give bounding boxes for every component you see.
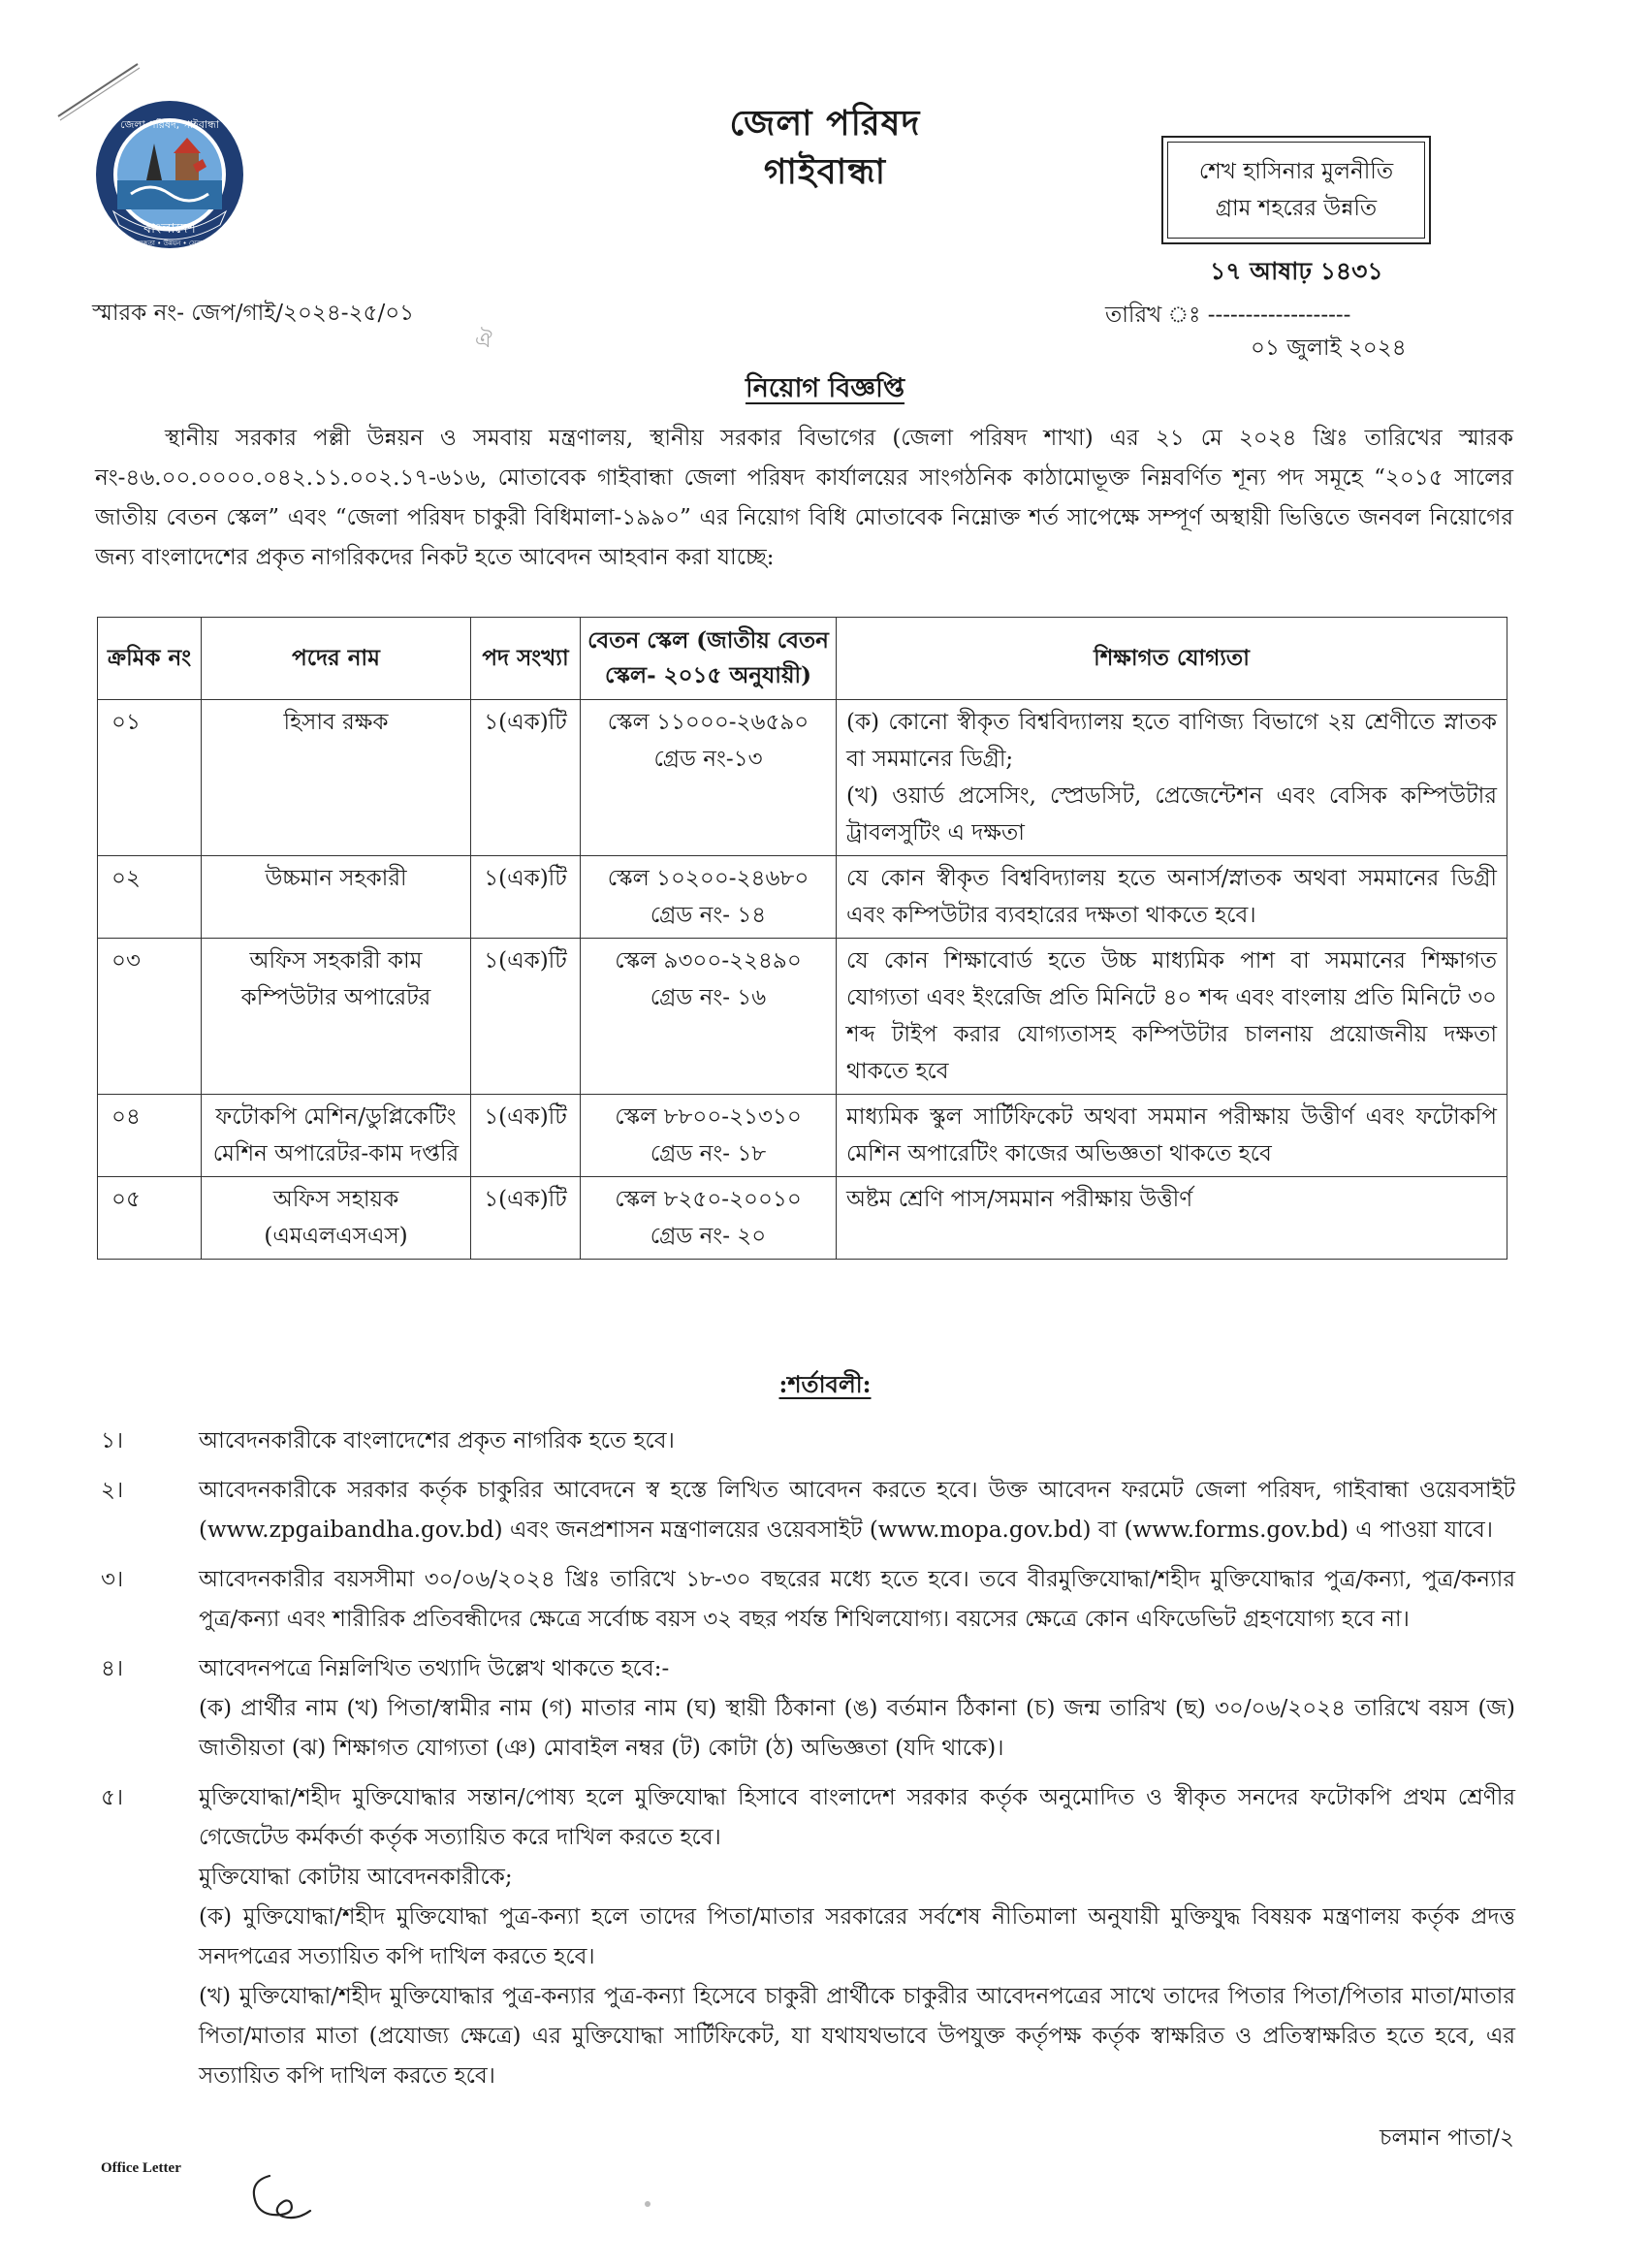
slogan-line-1: শেখ হাসিনার মুলনীতি	[1198, 159, 1394, 184]
terms-title-text: :শর্তাবলী:	[778, 1370, 872, 1398]
term-text: আবেদনকারীকে সরকার কর্তৃক চাকুরির আবেদনে স্ব হস্তে লিখিত আবেদন করতে হবে। উক্ত আবেদন ফরমেট জেলা পরিষদ, গাইবান্ধা ওয়েবসাইট (www.zpgaibandha.gov.bd) এবং জনপ্রশাসন মন্ত্রণালয়ের ওয়েবসাইট (www.mopa.gov.bd) বা (www.forms.gov.bd) এ পাওয়া যাবে।	[199, 1478, 1515, 1543]
term-text: আবেদনপত্রে নিম্নলিখিত তথ্যাদি উল্লেখ থাকতে হবে:-	[199, 1656, 670, 1681]
notice-title-text: নিয়োগ বিজ্ঞপ্তি	[745, 373, 905, 403]
organization-name: জেলা পরিষদ	[729, 103, 921, 144]
cell-serial: ০৫	[98, 1177, 202, 1260]
cell-qualification: অষ্টম শ্রেণি পাস/সমমান পরীক্ষায় উত্তীর্ণ	[837, 1177, 1507, 1260]
header-qualification: শিক্ষাগত যোগ্যতা	[837, 618, 1507, 700]
term-subtext: মুক্তিযোদ্ধা কোটায় আবেদনকারীকে;	[199, 1865, 513, 1890]
slogan-line-2: গ্রাম শহরের উন্নতি	[1215, 196, 1378, 221]
cell-pay-scale	[581, 700, 837, 856]
table-row	[98, 939, 1507, 1095]
cell-scale-range: স্কেল ৯৩০০-২২৪৯০	[615, 948, 802, 974]
qualification-text: (ক) কোনো স্বীকৃত বিশ্ববিদ্যালয় হতে বাণিজ্য বিভাগে ২য় শ্রেণীতে স্নাতক বা সমমানের ডিগ্রী;	[846, 710, 1497, 772]
organization-place: গাইবান্ধা	[763, 151, 887, 192]
notice-intro: স্থানীয় সরকার পল্লী উন্নয়ন ও সমবায় মন্ত্রণালয়, স্থানীয় সরকার বিভাগের (জেলা পরিষদ শাখা) এর ২১ মে ২০২৪ খ্রিঃ তারিখের স্মারক নং-৪৬.০০.০০০০.০৪২.১১.০০২.১৭-৬১৬, মোতাবেক গাইবান্ধা জেলা পরিষদ কার্যালয়ের সাংগঠনিক কাঠামোভূক্ত নিম্নবর্ণিত শূন্য পদ সমূহে “২০১৫ সালের জাতীয় বেতন স্কেল” এবং “জেলা পরিষদ চাকুরী বিধিমালা-১৯৯০” এর নিয়োগ বিধি মোতাবেক নিম্নোক্ত শর্ত সাপেক্ষে সম্পূর্ণ অস্থায়ী ভিত্তিতে জনবল নিয়োগের জন্য বাংলাদেশের প্রকৃত নাগরিকদের নিকট হতে আবেদন আহবান করা যাচ্ছে:	[95, 426, 1513, 570]
date-gregorian: ০১ জুলাই ২০২৪	[1251, 335, 1407, 361]
table-row	[98, 700, 1507, 856]
header-post-count: পদ সংখ্যা	[471, 618, 581, 700]
table-row	[98, 1177, 1507, 1260]
cell-grade: গ্রেড নং-১৩	[653, 747, 763, 772]
qualification-extra-text: (খ) ওয়ার্ড প্রসেসিং, স্প্রেডসিট, প্রেজেন্টেশন এবং বেসিক কম্পিউটার ট্রাবলসুটিং এ দক্ষতা	[846, 783, 1497, 846]
date-bangla: ১৭ আষাঢ় ১৪৩১	[1210, 257, 1383, 285]
terms-list	[95, 1421, 1515, 2096]
term-text: মুক্তিযোদ্ধা/শহীদ মুক্তিযোদ্ধার সন্তান/পোষ্য হলে মুক্তিযোদ্ধা হিসাবে বাংলাদেশ সরকার কর্তৃক অনুমোদিত ও স্বীকৃত সনদের ফটোকপি প্রথম শ্রেণীর গেজেটেড কর্মকর্তা কর্তৃক সত্যায়িত করে দাখিল করতে হবে।	[199, 1785, 1515, 1850]
term-item	[95, 1649, 1515, 1769]
cell-post-name: হিসাব রক্ষক	[202, 700, 471, 856]
logo-ring-text-bottom: বাংলাদেশ	[143, 221, 196, 237]
cell-grade: গ্রেড নং- ১৬	[650, 985, 767, 1010]
cell-post-count: ১(এক)টি	[471, 1177, 581, 1260]
table-header-row	[98, 618, 1507, 700]
term-subtext: (খ) মুক্তিযোদ্ধা/শহীদ মুক্তিযোদ্ধার পুত্র-কন্যার পুত্র-কন্যা হিসেবে চাকুরী প্রার্থীকে চাকুরীর আবেদনপত্রের সাথে তাদের পিতার পিতা/পিতার মাতা/মাতার পিতা/মাতার মাতা (প্রযোজ্য ক্ষেত্রে) এর মুক্তিযোদ্ধা সার্টিফিকেট, যা যথাযথভাবে উপযুক্ত কর্তৃপক্ষ কর্তৃক স্বাক্ষরিত ও প্রতিস্বাক্ষরিত হতে হবে, এর সত্যায়িত কপি দাখিল করতে হবে।	[199, 1984, 1515, 2089]
cell-serial: ০৩	[98, 939, 202, 1095]
notice-title	[0, 368, 1650, 412]
cell-serial: ০২	[98, 856, 202, 939]
term-number: ৩।	[101, 1567, 124, 1592]
cell-scale-range: স্কেল ১১০০০-২৬৫৯০	[607, 710, 809, 735]
cell-qualification	[837, 700, 1507, 856]
term-item	[95, 1560, 1515, 1640]
cell-qualification: যে কোন স্বীকৃত বিশ্ববিদ্যালয় হতে অনার্স/স্নাতক অথবা সমমানের ডিগ্রী এবং কম্পিউটার ব্যবহারের দক্ষতা থাকতে হবে।	[837, 856, 1507, 939]
table-row	[98, 1095, 1507, 1177]
cell-pay-scale	[581, 1177, 837, 1260]
term-item	[95, 1471, 1515, 1550]
cell-pay-scale	[581, 856, 837, 939]
term-number: ৫।	[101, 1785, 124, 1810]
term-text-block	[199, 1778, 1515, 2096]
cell-grade: গ্রেড নং- ২০	[650, 1224, 767, 1249]
term-text-block	[199, 1649, 1515, 1769]
signature-icon	[242, 2158, 349, 2236]
cell-grade: গ্রেড নং- ১৪	[650, 903, 767, 928]
cell-post-count: ১(এক)টি	[471, 700, 581, 856]
term-text: আবেদনকারীর বয়সসীমা ৩০/০৬/২০২৪ খ্রিঃ তারিখে ১৮-৩০ বছরের মধ্যে হতে হবে। তবে বীরমুক্তিযোদ্ধা/শহীদ মুক্তিযোদ্ধার পুত্র/কন্যা, পুত্র/কন্যার পুত্র/কন্যা এবং শারীরিক প্রতিবন্ধীদের ক্ষেত্রে সর্বোচ্চ বয়স ৩২ বছর পর্যন্ত শিথিলযোগ্য। বয়সের ক্ষেত্রে কোন এফিডেভিট গ্রহণযোগ্য হবে না।	[199, 1567, 1515, 1632]
term-subtext: (ক) প্রার্থীর নাম (খ) পিতা/স্বামীর নাম (গ) মাতার নাম (ঘ) স্থায়ী ঠিকানা (ঙ) বর্তমান ঠিকানা (চ) জন্ম তারিখ (ছ) ৩০/০৬/২০২৪ তারিখে বয়স (জ) জাতীয়তা (ঝ) শিক্ষাগত যোগ্যতা (ঞ) মোবাইল নম্বর (ট) কোটা (ঠ) অভিজ্ঞতা (যদি থাকে)।	[199, 1696, 1515, 1761]
date-label: তারিখ ঃ -------------------	[1105, 303, 1351, 328]
slogan-inner-frame	[1167, 142, 1425, 239]
term-number: ১।	[101, 1428, 124, 1453]
logo-ring-text-top: জেলা পরিষদ, গাইবান্ধা	[119, 118, 220, 131]
term-number: ২।	[101, 1478, 124, 1503]
term-item	[95, 1421, 1515, 1461]
cell-post-count: ১(এক)টি	[471, 1095, 581, 1177]
slogan-box	[1161, 136, 1431, 244]
term-number: ৪।	[101, 1656, 124, 1681]
cell-post-name: উচ্চমান সহকারী	[202, 856, 471, 939]
header-pay-scale: বেতন স্কেল (জাতীয় বেতন স্কেল- ২০১৫ অনুযায়ী)	[581, 618, 837, 700]
header-serial: ক্রমিক নং	[98, 618, 202, 700]
term-item	[95, 1778, 1515, 2096]
cell-post-name: অফিস সহায়ক (এমএলএসএস)	[202, 1177, 471, 1260]
cell-post-name: অফিস সহকারী কাম কম্পিউটার অপারেটর	[202, 939, 471, 1095]
cell-scale-range: স্কেল ৮৮০০-২১৩১০	[615, 1104, 802, 1130]
header-post-name: পদের নাম	[202, 618, 471, 700]
posts-table	[97, 617, 1507, 1260]
cell-scale-range: স্কেল ১০২০০-২৪৬৮০	[607, 866, 809, 891]
cell-grade: গ্রেড নং- ১৮	[650, 1141, 767, 1166]
cell-scale-range: স্কেল ৮২৫০-২০০১০	[615, 1187, 802, 1212]
terms-title	[0, 1367, 1650, 1406]
table-row	[98, 856, 1507, 939]
continued-page-note: চলমান পাতা/২	[1380, 2125, 1514, 2151]
cell-qualification: মাধ্যমিক স্কুল সার্টিফিকেট অথবা সমমান পরীক্ষায় উত্তীর্ণ এবং ফটোকপি মেশিন অপারেটিং কাজের অভিজ্ঞতা থাকতে হবে	[837, 1095, 1507, 1177]
cell-pay-scale	[581, 939, 837, 1095]
cell-qualification: যে কোন শিক্ষাবোর্ড হতে উচ্চ মাধ্যমিক পাশ বা সমমানের শিক্ষাগত যোগ্যতা এবং ইংরেজি প্রতি মিনিটে ৪০ শব্দ এবং বাংলায় প্রতি মিনিটে ৩০ শব্দ টাইপ করার যোগ্যতাসহ কম্পিউটার চালনায় প্রয়োজনীয় দক্ষতা থাকতে হবে	[837, 939, 1507, 1095]
term-text: আবেদনকারীকে বাংলাদেশের প্রকৃত নাগরিক হতে হবে।	[199, 1428, 675, 1453]
logo-ribbon-text: স্বচ্ছতা • উন্নয়ন • সেবা	[137, 240, 203, 247]
stray-mark	[645, 2201, 650, 2207]
cell-serial: ০১	[98, 700, 202, 856]
faint-mark: ঐ	[475, 329, 492, 353]
cell-post-name: ফটোকপি মেশিন/ডুপ্লিকেটিং মেশিন অপারেটর-কাম দপ্তরি	[202, 1095, 471, 1177]
reference-number: স্মারক নং- জেপ/গাই/২০২৪-২৫/০১	[92, 301, 415, 326]
cell-serial: ০৪	[98, 1095, 202, 1177]
cell-post-count: ১(এক)টি	[471, 939, 581, 1095]
term-subtext: (ক) মুক্তিযোদ্ধা/শহীদ মুক্তিযোদ্ধা পুত্র-কন্যা হলে তাদের পিতা/মাতার সরকারের সর্বশেষ নীতিমালা অনুযায়ী মুক্তিযুদ্ধ বিষয়ক মন্ত্রণালয় কর্তৃক প্রদত্ত সনদপত্রের সত্যায়িত কপি দাখিল করতে হবে।	[199, 1904, 1515, 1969]
cell-post-count: ১(এক)টি	[471, 856, 581, 939]
footer-label: Office Letter	[101, 2160, 181, 2176]
cell-pay-scale	[581, 1095, 837, 1177]
